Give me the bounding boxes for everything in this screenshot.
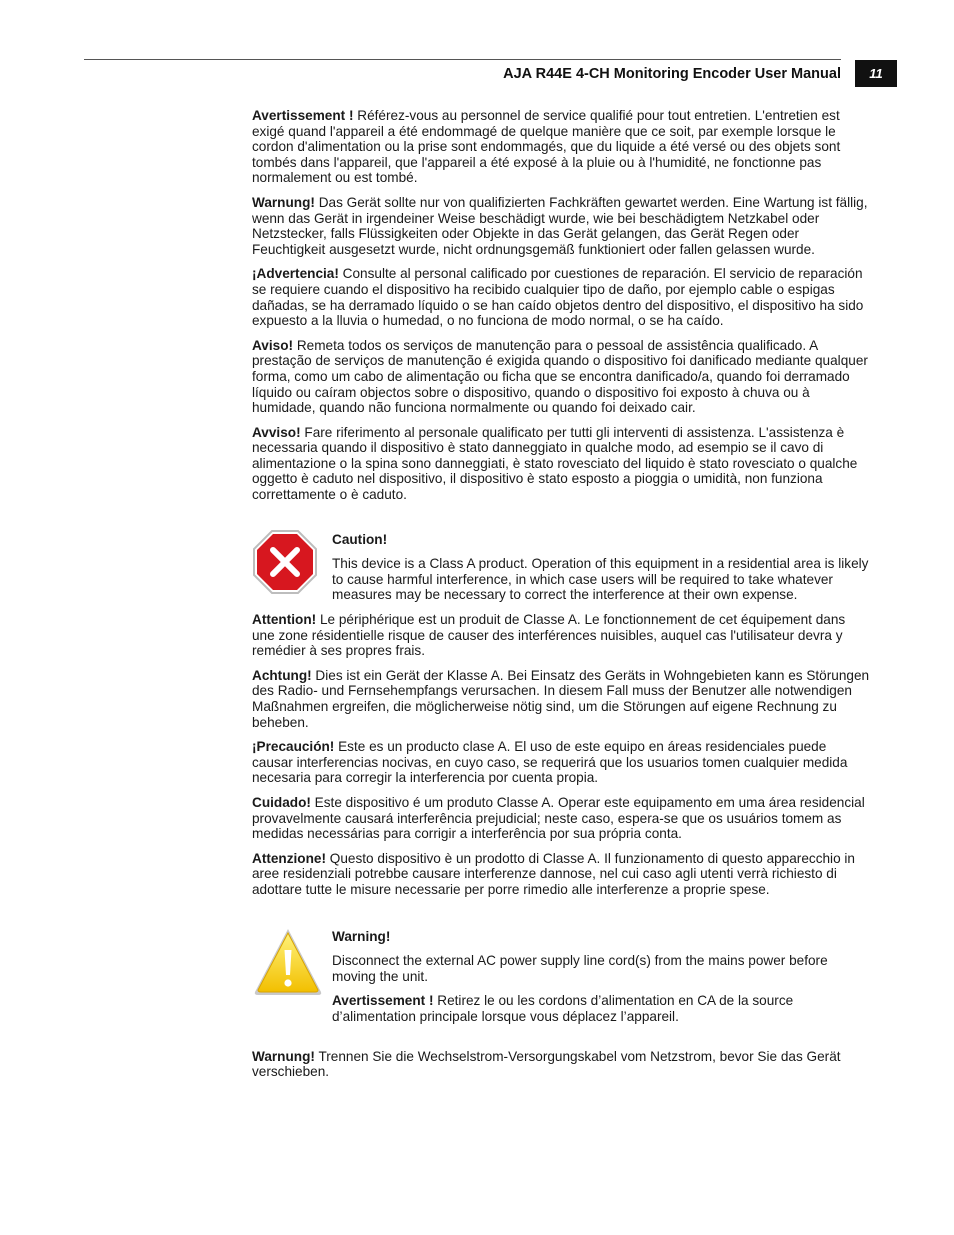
page-content bbox=[252, 108, 870, 1080]
classa-es: ¡Precaución! Este es un producto clase A. El uso de este equipo en áreas residenciales puede causar interferencias nocivas, en cuyo caso, se requerirá que los usuarios tomen cualquier medida necesaria para corregir la interferencia por cuenta propia. bbox=[252, 739, 848, 786]
service-warning-de: Warnung! Das Gerät sollte nur von qualifizierten Fachkräften gewartet werden. Eine Wartung ist fällig, wenn das Gerät in irgendeiner Weise beschädigt wurde, wie bei beschädigtem Netzkabel oder Netzstecker, falls Flüssigkeiten oder Objekte in das Gerät gelangen, das Gerät Regen oder Feuchtigkeit ausgesetzt wurde, nicht ordnungsgemäß funktioniert oder fallen gelassen wurde. bbox=[252, 194, 868, 257]
warning-triangle-icon bbox=[252, 926, 324, 998]
classa-de: Achtung! Dies ist ein Gerät der Klasse A. Bei Einsatz des Geräts in Wohngebieten kann es Störungen des Radio- und Fernsehempfangs verursachen. In diesem Fall muss der Benutzer alle notwendigen Maßnahmen ergreifen, die möglicherweise nötig sind, um die Störungen auf eigene Rechnung zu beheben. bbox=[252, 667, 870, 730]
warning-fr: Avertissement ! Retirez le ou les cordons d’alimentation en CA de la source d’alimentation principale lorsque vous déplacez l’appareil. bbox=[332, 993, 794, 1024]
manual-title: AJA R44E 4-CH Monitoring Encoder User Manual bbox=[503, 66, 841, 82]
service-warning-pt: Aviso! Remeta todos os serviços de manutenção para o pessoal de assistência qualificado. A prestação de serviços de manutenção é exigida quando o dispositivo foi danificado mediante qualquer forma, como um cabo de alimentação ou ficha que se encontra danificado/a, quando foi derramado líquido ou caíram objectos sobre o dispositivo, quando o dispositivo foi exposto à chuva ou à humidade, quando não funciona normalmente ou quando foi deixado cair. bbox=[252, 337, 868, 416]
caution-text: This device is a Class A product. Operation of this equipment in a residential area is likely to cause harmful interference, in which case users will be required to take whatever measures may be necessary to correct the interference at their own expense. bbox=[332, 556, 869, 603]
classa-it: Attenzione! Questo dispositivo è un prodotto di Classe A. Il funzionamento di questo apparecchio in aree residenziali potrebbe causare interferenze dannose, nel cui caso agli utenti verrà richiesto di adottare tutte le misure necessarie per porre rimedio alle interferenze a proprie spese. bbox=[252, 850, 855, 897]
page-number: 11 bbox=[855, 60, 897, 87]
stop-sign-icon bbox=[252, 529, 318, 595]
service-warning-fr: Avertissement ! Référez-vous au personnel de service qualifié pour tout entretien. L'entretien est exigé quand l'appareil a été endommagé de quelque manière que ce soit, par exemple lorsque le cordon d'alimentation ou la prise sont endommagés, que du liquide a été versé ou des objets sont tombés dans l'appareil, que l'appareil a été exposé à la pluie ou à l'humidité, ne fonctionne pas normalement ou est tombé. bbox=[252, 108, 841, 186]
service-warning-it: Avviso! Fare riferimento al personale qualificato per tutti gli interventi di assistenza. L'assistenza è necessaria quando il dispositivo è stato danneggiato in qualche modo, ad esempio se il cavo di alimentazione o la spina sono danneggiati, è stato rovesciato del liquido è stato rovesciato o qualche oggetto è caduto nel dispositivo, il dispositivo è stato esposto a pioggia o umidità, non funziona correttamente o è caduto. bbox=[252, 424, 858, 503]
warning-heading: Warning! bbox=[332, 928, 391, 944]
warning-text: Disconnect the external AC power supply line cord(s) from the mains power before moving the unit. bbox=[332, 953, 828, 984]
header-rule bbox=[84, 59, 841, 60]
warning-de: Warnung! Trennen Sie die Wechselstrom-Versorgungskabel vom Netzstrom, bevor Sie das Gerät verschieben. bbox=[252, 1048, 841, 1080]
service-warning-es: ¡Advertencia! Consulte al personal calificado por cuestiones de reparación. El servicio de reparación se requiere cuando el dispositivo ha recibido cualquier tipo de daño, por ejemplo cable o espigas dañadas, se ha derramado líquido o se han caído objetos dentro del dispositivo, el dispositivo ha sido expuesto a la lluvia o humedad, o no funciona de modo normal, o se ha caído. bbox=[252, 266, 864, 329]
classa-pt: Cuidado! Este dispositivo é um produto Classe A. Operar este equipamento em uma área residencial provavelmente causará interferência prejudicial; neste caso, espera-se que os usuários tomem as medidas necessárias para corrigir a interferência por sua própria conta. bbox=[252, 794, 865, 842]
classa-fr: Attention! Le périphérique est un produit de Classe A. Le fonctionnement de cet équipement dans une zone résidentielle risque de causer des interférences nuisibles, auquel cas l'utilisateur devra y remédier à ses propres frais. bbox=[252, 612, 846, 659]
caution-heading: Caution! bbox=[332, 531, 388, 547]
warning-notice bbox=[252, 929, 870, 1025]
caution-notice bbox=[252, 532, 870, 603]
